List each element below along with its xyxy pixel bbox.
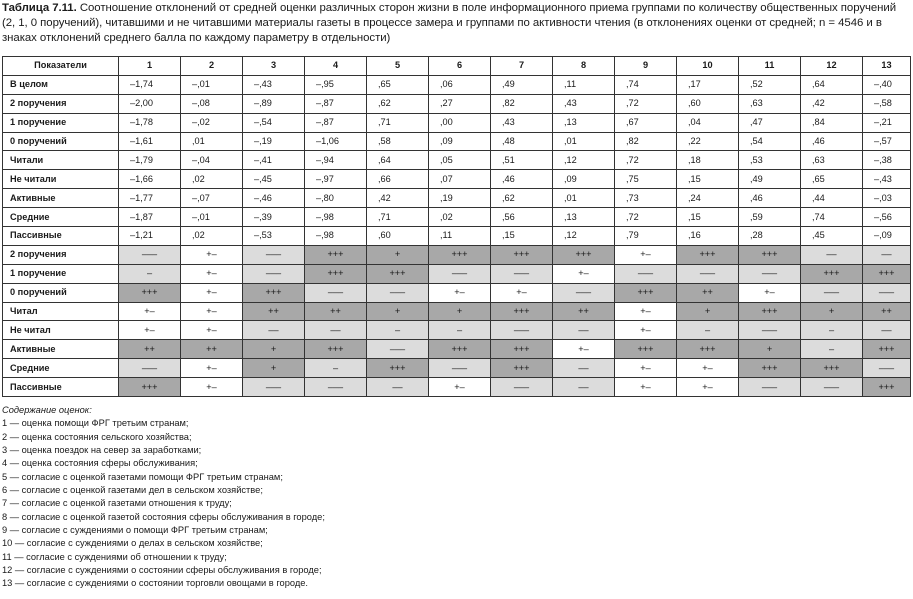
header-col: 4 [305, 57, 367, 76]
note-item: 12 — согласие с суждениями о состоянии сферы обслуживания в городе; [2, 565, 322, 576]
value-cell: ,63 [739, 94, 801, 113]
value-cell: ,11 [429, 227, 491, 246]
sign-cell: +++ [429, 340, 491, 359]
sign-cell: ––– [553, 283, 615, 302]
sign-cell: – [801, 340, 863, 359]
sign-cell: ––– [863, 283, 911, 302]
sign-cell: –– [863, 245, 911, 264]
value-cell: –,58 [863, 94, 911, 113]
sign-cell: ––– [367, 340, 429, 359]
value-cell: –,56 [863, 208, 911, 227]
sign-cell: ++ [181, 340, 243, 359]
value-cell: ,60 [677, 94, 739, 113]
sign-cell: –– [305, 321, 367, 340]
value-cell: –,40 [863, 75, 911, 94]
row-label: 2 поручения [3, 94, 119, 113]
sign-cell: –– [553, 321, 615, 340]
row-label: Средние [3, 208, 119, 227]
value-cell: ,00 [429, 113, 491, 132]
value-cell: ,15 [491, 227, 553, 246]
value-cell: ,62 [491, 189, 553, 208]
row-label: Читали [3, 151, 119, 170]
value-cell: ,27 [429, 94, 491, 113]
notes-heading: Содержание оценок: [2, 405, 92, 415]
value-cell: ,74 [615, 75, 677, 94]
sign-cell: + [429, 302, 491, 321]
table-row [3, 378, 911, 397]
header-col: 12 [801, 57, 863, 76]
sign-cell: +++ [801, 359, 863, 378]
sign-cell: ––– [801, 283, 863, 302]
value-cell: ,71 [367, 113, 429, 132]
note-item: 10 — согласие с суждениями о делах в сельском хозяйстве; [2, 538, 263, 549]
sign-cell: +++ [615, 340, 677, 359]
sign-cell: – [305, 359, 367, 378]
sign-cell: +– [181, 283, 243, 302]
note-item: 7 — согласие с оценкой газетами отношения к труду; [2, 498, 232, 509]
value-cell: ,09 [429, 132, 491, 151]
table-row [3, 321, 911, 340]
value-cell: ,19 [429, 189, 491, 208]
sign-cell: ––– [119, 245, 181, 264]
sign-cell: ––– [739, 264, 801, 283]
header-col: 3 [243, 57, 305, 76]
sign-cell: +++ [553, 245, 615, 264]
sign-cell: +– [553, 340, 615, 359]
value-cell: ,72 [615, 151, 677, 170]
value-cell: –,02 [181, 113, 243, 132]
value-cell: ,15 [677, 170, 739, 189]
value-cell: –1,78 [119, 113, 181, 132]
header-col: 13 [863, 57, 911, 76]
sign-cell: +– [119, 302, 181, 321]
value-cell: ,42 [801, 94, 863, 113]
note-item: 13 — согласие с суждениями о состоянии торговли овощами в городе. [2, 578, 309, 589]
sign-cell: ++ [677, 283, 739, 302]
row-label: Активные [3, 340, 119, 359]
value-cell: ,60 [367, 227, 429, 246]
value-cell: –2,00 [119, 94, 181, 113]
value-cell: ,01 [181, 132, 243, 151]
sign-cell: +++ [243, 283, 305, 302]
value-cell: ,18 [677, 151, 739, 170]
value-cell: –1,79 [119, 151, 181, 170]
note-item: 1 — оценка помощи ФРГ третьим странам; [2, 418, 189, 429]
value-cell: ,72 [615, 208, 677, 227]
value-cell: –,21 [863, 113, 911, 132]
sign-cell: +++ [305, 245, 367, 264]
sign-cell: +– [615, 378, 677, 397]
sign-cell: – [367, 321, 429, 340]
value-cell: ,65 [367, 75, 429, 94]
sign-cell: –– [863, 321, 911, 340]
value-cell: ,64 [367, 151, 429, 170]
sign-cell: + [739, 340, 801, 359]
value-cell: –,43 [243, 75, 305, 94]
sign-cell: +– [181, 302, 243, 321]
value-cell: ,11 [553, 75, 615, 94]
value-cell: –,03 [863, 189, 911, 208]
sign-cell: +++ [119, 283, 181, 302]
sign-cell: ––– [243, 378, 305, 397]
table-row [3, 359, 911, 378]
table-body [3, 75, 911, 396]
value-cell: ,02 [181, 227, 243, 246]
value-cell: –1,06 [305, 132, 367, 151]
note-item: 2 — оценка состояния сельского хозяйства; [2, 431, 192, 442]
row-label: Читал [3, 302, 119, 321]
value-cell: ,74 [801, 208, 863, 227]
sign-cell: + [243, 340, 305, 359]
sign-cell: ––– [491, 378, 553, 397]
sign-cell: +– [553, 264, 615, 283]
table-row [3, 113, 911, 132]
sign-cell: +++ [305, 340, 367, 359]
note-item: 4 — оценка состояния сферы обслуживания; [2, 458, 198, 469]
caption-label: Таблица 7.11. [2, 2, 77, 14]
sign-cell: +++ [739, 302, 801, 321]
sign-cell: ––– [491, 321, 553, 340]
value-cell: –1,87 [119, 208, 181, 227]
sign-cell: ––– [429, 359, 491, 378]
value-cell: –,54 [243, 113, 305, 132]
value-cell: –,41 [243, 151, 305, 170]
sign-cell: ––– [739, 321, 801, 340]
sign-cell: +++ [491, 359, 553, 378]
sign-cell: ––– [491, 264, 553, 283]
value-cell: ,45 [801, 227, 863, 246]
sign-cell: ––– [305, 378, 367, 397]
sign-cell: +++ [615, 283, 677, 302]
table-row [3, 302, 911, 321]
value-cell: ,43 [491, 113, 553, 132]
value-cell: ,05 [429, 151, 491, 170]
note-item: 8 — согласие с оценкой газетой состояния сферы обслуживания в городе; [2, 511, 325, 522]
sign-cell: ++ [119, 340, 181, 359]
table-row [3, 189, 911, 208]
value-cell: –,01 [181, 208, 243, 227]
value-cell: ,44 [801, 189, 863, 208]
sign-cell: +++ [429, 245, 491, 264]
value-cell: ,02 [429, 208, 491, 227]
row-label: Средние [3, 359, 119, 378]
row-label: 0 поручений [3, 132, 119, 151]
table-row [3, 75, 911, 94]
sign-cell: – [677, 321, 739, 340]
value-cell: –,38 [863, 151, 911, 170]
row-label: В целом [3, 75, 119, 94]
value-cell: ,84 [801, 113, 863, 132]
note-item: 3 — оценка поездок на север за заработками; [2, 445, 202, 456]
sign-cell: ––– [615, 264, 677, 283]
sign-cell: ––– [243, 245, 305, 264]
sign-cell: +++ [491, 340, 553, 359]
value-cell: ,04 [677, 113, 739, 132]
value-cell: ,06 [429, 75, 491, 94]
value-cell: ,53 [739, 151, 801, 170]
value-cell: ,49 [491, 75, 553, 94]
sign-cell: ––– [367, 283, 429, 302]
row-label: Активные [3, 189, 119, 208]
sign-cell: + [367, 245, 429, 264]
table-row [3, 94, 911, 113]
value-cell: ,58 [367, 132, 429, 151]
value-cell: –,95 [305, 75, 367, 94]
table-row [3, 151, 911, 170]
value-cell: –,01 [181, 75, 243, 94]
value-cell: ,43 [553, 94, 615, 113]
value-cell: ,01 [553, 189, 615, 208]
value-cell: ,02 [181, 170, 243, 189]
notes-list [2, 417, 802, 590]
header-col: 8 [553, 57, 615, 76]
sign-cell: +– [677, 378, 739, 397]
value-cell: –,87 [305, 94, 367, 113]
value-cell: ,17 [677, 75, 739, 94]
value-cell: ,49 [739, 170, 801, 189]
sign-cell: +– [429, 378, 491, 397]
value-cell: ,67 [615, 113, 677, 132]
value-cell: ,51 [491, 151, 553, 170]
sign-cell: + [801, 302, 863, 321]
value-cell: ,56 [491, 208, 553, 227]
value-cell: –1,66 [119, 170, 181, 189]
sign-cell: + [243, 359, 305, 378]
header-col: 7 [491, 57, 553, 76]
value-cell: –,98 [305, 227, 367, 246]
sign-cell: +– [181, 245, 243, 264]
sign-cell: – [429, 321, 491, 340]
value-cell: ,46 [739, 189, 801, 208]
sign-cell: +++ [863, 340, 911, 359]
sign-cell: –– [367, 378, 429, 397]
row-label: 1 поручение [3, 113, 119, 132]
value-cell: ,64 [801, 75, 863, 94]
table-caption [2, 1, 910, 46]
value-cell: ,16 [677, 227, 739, 246]
value-cell: ,82 [615, 132, 677, 151]
value-cell: –1,74 [119, 75, 181, 94]
header-col: 10 [677, 57, 739, 76]
value-cell: ,15 [677, 208, 739, 227]
sign-cell: +++ [801, 264, 863, 283]
value-cell: –,94 [305, 151, 367, 170]
table-row [3, 264, 911, 283]
value-cell: ,24 [677, 189, 739, 208]
sign-cell: ––– [863, 359, 911, 378]
value-cell: ,75 [615, 170, 677, 189]
sign-cell: + [367, 302, 429, 321]
note-item: 6 — согласие с оценкой газетами дел в сельском хозяйстве; [2, 485, 263, 496]
note-item: 11 — согласие с суждениями об отношении к труду; [2, 551, 227, 562]
sign-cell: ––– [119, 359, 181, 378]
value-cell: ,12 [553, 227, 615, 246]
sign-cell: +– [429, 283, 491, 302]
value-cell: –,08 [181, 94, 243, 113]
value-cell: –,53 [243, 227, 305, 246]
value-cell: ,09 [553, 170, 615, 189]
table-row [3, 340, 911, 359]
table-row [3, 208, 911, 227]
sign-cell: +++ [677, 340, 739, 359]
sign-cell: +– [181, 359, 243, 378]
row-label: 2 поручения [3, 245, 119, 264]
row-label: 1 поручение [3, 264, 119, 283]
sign-cell: ++ [553, 302, 615, 321]
sign-cell: +– [119, 321, 181, 340]
sign-cell: +++ [863, 264, 911, 283]
sign-cell: +– [615, 359, 677, 378]
value-cell: ,22 [677, 132, 739, 151]
value-cell: ,42 [367, 189, 429, 208]
sign-cell: –– [553, 359, 615, 378]
sign-cell: ––– [429, 264, 491, 283]
data-table [2, 56, 911, 397]
header-col: 2 [181, 57, 243, 76]
value-cell: ,07 [429, 170, 491, 189]
header-col: 6 [429, 57, 491, 76]
sign-cell: ++ [305, 302, 367, 321]
sign-cell: +++ [119, 378, 181, 397]
header-indicators: Показатели [3, 57, 119, 76]
sign-cell: +– [615, 302, 677, 321]
value-cell: –1,21 [119, 227, 181, 246]
value-cell: ,72 [615, 94, 677, 113]
sign-cell: – [119, 264, 181, 283]
value-cell: ,54 [739, 132, 801, 151]
value-cell: –,46 [243, 189, 305, 208]
value-cell: ,46 [491, 170, 553, 189]
row-label: 0 поручений [3, 283, 119, 302]
value-cell: –,07 [181, 189, 243, 208]
value-cell: –,87 [305, 113, 367, 132]
sign-cell: +– [615, 245, 677, 264]
value-cell: –,97 [305, 170, 367, 189]
value-cell: ,65 [801, 170, 863, 189]
sign-cell: – [801, 321, 863, 340]
sign-cell: ––– [243, 264, 305, 283]
sign-cell: +++ [367, 264, 429, 283]
table-row [3, 227, 911, 246]
value-cell: ,82 [491, 94, 553, 113]
value-cell: –,39 [243, 208, 305, 227]
header-col: 1 [119, 57, 181, 76]
table-header-row [3, 57, 911, 76]
value-cell: ,63 [801, 151, 863, 170]
sign-cell: +++ [677, 245, 739, 264]
header-col: 5 [367, 57, 429, 76]
sign-cell: +++ [491, 245, 553, 264]
value-cell: ,01 [553, 132, 615, 151]
value-cell: –1,61 [119, 132, 181, 151]
note-item: 5 — согласие с оценкой газетами помощи ФРГ третьим странам; [2, 471, 283, 482]
sign-cell: ––– [739, 378, 801, 397]
sign-cell: +– [181, 321, 243, 340]
sign-cell: ––– [305, 283, 367, 302]
value-cell: ,47 [739, 113, 801, 132]
sign-cell: –– [553, 378, 615, 397]
sign-cell: +++ [491, 302, 553, 321]
row-label: Не читал [3, 321, 119, 340]
sign-cell: ++ [863, 302, 911, 321]
value-cell: ,66 [367, 170, 429, 189]
value-cell: –,09 [863, 227, 911, 246]
value-cell: ,52 [739, 75, 801, 94]
value-cell: ,12 [553, 151, 615, 170]
row-label: Не читали [3, 170, 119, 189]
note-item: 9 — согласие с суждениями о помощи ФРГ третьим странам; [2, 525, 268, 536]
header-col: 11 [739, 57, 801, 76]
sign-cell: +++ [305, 264, 367, 283]
value-cell: –,80 [305, 189, 367, 208]
sign-cell: +++ [863, 378, 911, 397]
sign-cell: +– [739, 283, 801, 302]
sign-cell: +– [491, 283, 553, 302]
value-cell: ,28 [739, 227, 801, 246]
caption-text: Соотношение отклонений от средней оценки различных сторон жизни в поле информационного приема группами по количеству общественных поручений (2, 1, 0 поручений), читавшими и не читавшими материалы газеты в процессе замера и группами по активности чтения (в отклонениях оценки от средней; n = 4546 и в знаках отклонений среднего балла по каждому параметру в отдельности) [2, 2, 897, 44]
sign-cell: + [677, 302, 739, 321]
sign-cell: ––– [677, 264, 739, 283]
sign-cell: +– [181, 378, 243, 397]
sign-cell: +– [677, 359, 739, 378]
row-label: Пассивные [3, 378, 119, 397]
value-cell: ,59 [739, 208, 801, 227]
row-label: Пассивные [3, 227, 119, 246]
value-cell: ,73 [615, 189, 677, 208]
table-row [3, 283, 911, 302]
sign-cell: +++ [367, 359, 429, 378]
sign-cell: +– [615, 321, 677, 340]
value-cell: ,71 [367, 208, 429, 227]
notes [2, 404, 802, 591]
sign-cell: +++ [739, 359, 801, 378]
value-cell: –,98 [305, 208, 367, 227]
value-cell: –,89 [243, 94, 305, 113]
value-cell: ,48 [491, 132, 553, 151]
value-cell: ,13 [553, 113, 615, 132]
sign-cell: –– [801, 245, 863, 264]
value-cell: –,45 [243, 170, 305, 189]
sign-cell: ++ [243, 302, 305, 321]
table-row [3, 132, 911, 151]
sign-cell: ––– [801, 378, 863, 397]
table-row [3, 245, 911, 264]
value-cell: ,62 [367, 94, 429, 113]
value-cell: –,57 [863, 132, 911, 151]
sign-cell: +++ [739, 245, 801, 264]
value-cell: –,19 [243, 132, 305, 151]
value-cell: ,13 [553, 208, 615, 227]
value-cell: –,04 [181, 151, 243, 170]
sign-cell: +– [181, 264, 243, 283]
sign-cell: –– [243, 321, 305, 340]
value-cell: –1,77 [119, 189, 181, 208]
value-cell: –,43 [863, 170, 911, 189]
value-cell: ,46 [801, 132, 863, 151]
value-cell: ,79 [615, 227, 677, 246]
table-row [3, 170, 911, 189]
header-col: 9 [615, 57, 677, 76]
